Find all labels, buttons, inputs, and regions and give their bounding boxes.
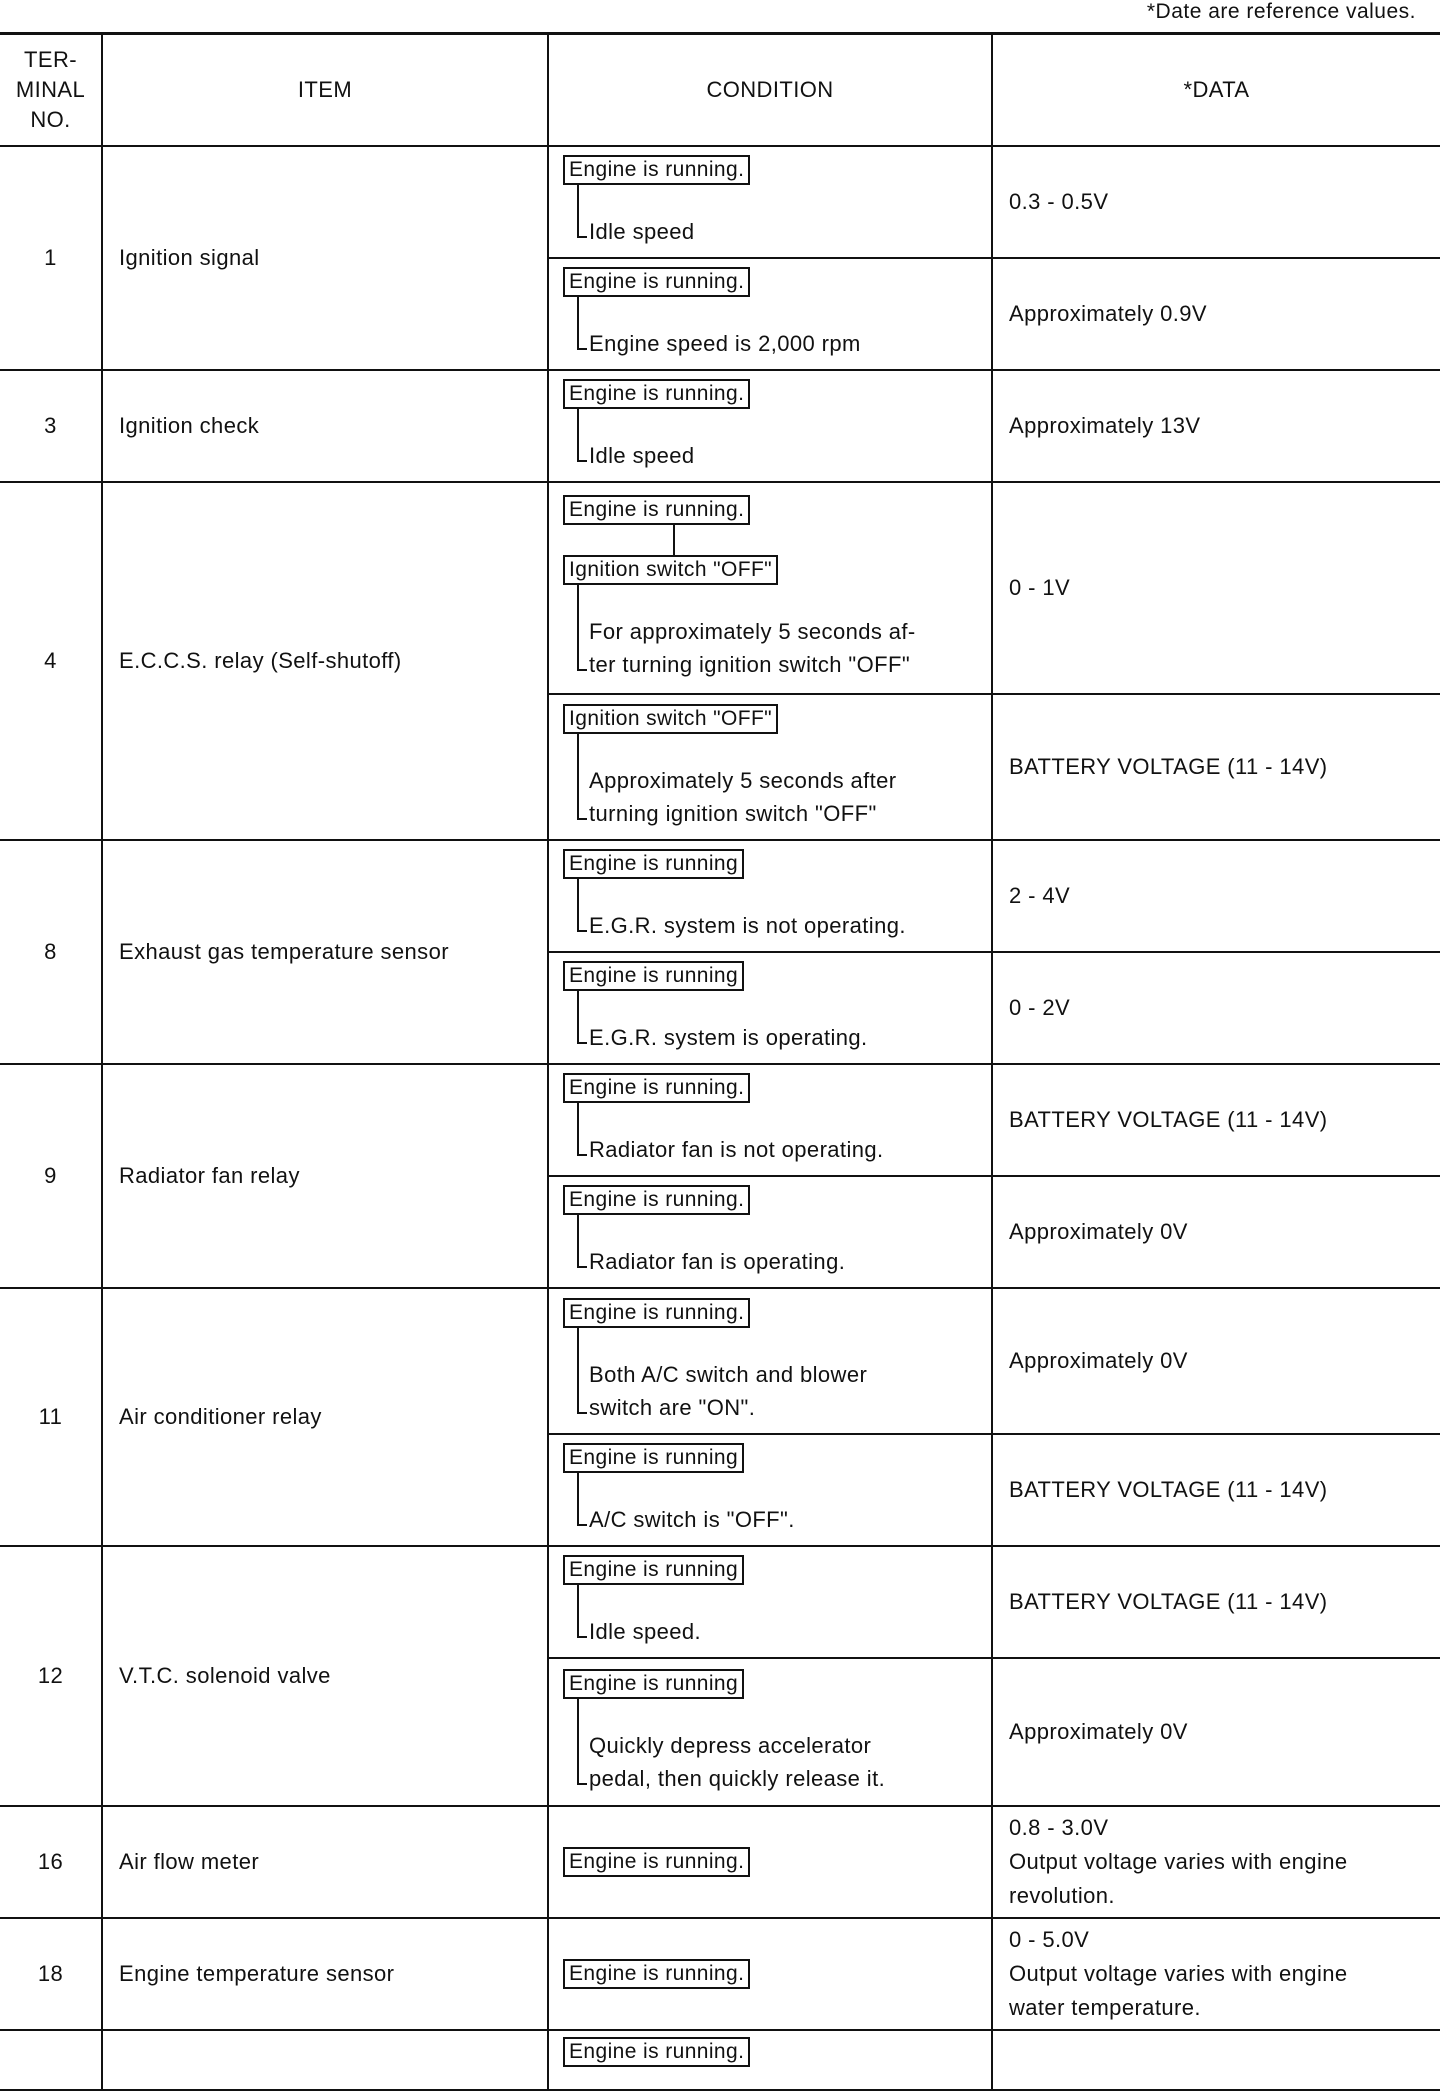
data-value [992,2030,1440,2090]
item-name: Radiator fan relay [102,1064,548,1288]
terminal-no: 8 [0,840,102,1064]
table-row [0,1546,1440,1658]
condition-cell [548,1434,992,1546]
reference-note: *Date are reference values. [1146,0,1416,23]
terminal-no: 3 [0,370,102,482]
item-name: Ignition check [102,370,548,482]
terminal-no: 12 [0,1546,102,1806]
condition-cell [548,694,992,840]
condition-cell [548,146,992,258]
condition-detail: Radiator fan is not operating. [589,1137,884,1162]
condition-cell [548,1658,992,1806]
condition-detail: Quickly depress accelerator pedal, then quickly release it. [589,1732,886,1791]
table-row [0,1064,1440,1176]
condition-box: Engine is running. [563,267,750,297]
item-name: Engine temperature sensor [102,1918,548,2030]
condition-box: Engine is running. [563,1185,750,1215]
header-terminal: TER- MINAL NO. [0,34,102,146]
data-value: 0.3 - 0.5V [992,146,1440,258]
table-row [0,370,1440,482]
header-item: ITEM [102,34,548,146]
condition-detail: Both A/C switch and blower switch are "ON". [589,1361,868,1420]
data-value: Approximately 13V [992,370,1440,482]
data-value: BATTERY VOLTAGE (11 - 14V) [992,1546,1440,1658]
condition-box: Engine is running. [563,1073,750,1103]
condition-detail: Radiator fan is operating. [589,1249,846,1274]
terminal-no: 11 [0,1288,102,1546]
condition-cell [548,2030,992,2090]
condition-cell [548,840,992,952]
data-value: Approximately 0V [992,1176,1440,1288]
condition-box: Engine is running [563,849,744,879]
header-row [0,34,1440,146]
condition-detail: Approximately 5 seconds after turning ignition switch "OFF" [589,767,897,826]
table-row [0,1288,1440,1434]
data-value: 0 - 1V [992,482,1440,694]
condition-box-secondary: Ignition switch "OFF" [563,555,778,585]
condition-box: Ignition switch "OFF" [563,704,778,734]
condition-detail: Idle speed [589,443,695,468]
data-value: 0 - 2V [992,952,1440,1064]
header-data: *DATA [992,34,1440,146]
condition-detail: Idle speed [589,219,695,244]
data-value: Approximately 0.9V [992,258,1440,370]
item-name: Air conditioner relay [102,1288,548,1546]
condition-box: Engine is running. [563,155,750,185]
condition-detail: A/C switch is "OFF". [589,1507,795,1532]
data-value: 0 - 5.0V Output voltage varies with engine water temperature. [992,1918,1440,2030]
condition-cell [548,370,992,482]
table-row [0,146,1440,258]
data-value: 2 - 4V [992,840,1440,952]
data-value: Approximately 0V [992,1658,1440,1806]
data-value: Approximately 0V [992,1288,1440,1434]
terminal-data-table [0,32,1440,2091]
data-value: BATTERY VOLTAGE (11 - 14V) [992,694,1440,840]
condition-detail: Engine speed is 2,000 rpm [589,331,861,356]
condition-box: Engine is running. [563,1959,750,1989]
condition-cell [548,1176,992,1288]
item-name: V.T.C. solenoid valve [102,1546,548,1806]
condition-cell [548,1064,992,1176]
header-condition: CONDITION [548,34,992,146]
condition-detail: E.G.R. system is not operating. [589,913,906,938]
condition-box: Engine is running [563,961,744,991]
data-value: 0.8 - 3.0V Output voltage varies with engine revolution. [992,1806,1440,1918]
condition-box: Engine is running. [563,1847,750,1877]
terminal-no: 9 [0,1064,102,1288]
condition-cell [548,1918,992,2030]
condition-detail: Idle speed. [589,1619,702,1644]
table-row [0,482,1440,694]
terminal-no: 1 [0,146,102,370]
condition-cell [548,482,992,694]
item-name: E.C.C.S. relay (Self-shutoff) [102,482,548,840]
item-name: Air flow meter [102,1806,548,1918]
condition-cell [548,258,992,370]
data-value: BATTERY VOLTAGE (11 - 14V) [992,1434,1440,1546]
condition-box: Engine is running. [563,1298,750,1328]
terminal-no: 16 [0,1806,102,1918]
terminal-no [0,2030,102,2090]
table-row-cutoff [0,2030,1440,2090]
condition-detail: For approximately 5 seconds af- ter turning ignition switch "OFF" [589,618,916,677]
table-row [0,1806,1440,1918]
condition-cell [548,1546,992,1658]
item-name [102,2030,548,2090]
condition-box: Engine is running. [563,495,750,525]
item-name: Ignition signal [102,146,548,370]
item-name: Exhaust gas temperature sensor [102,840,548,1064]
table-row [0,1918,1440,2030]
condition-box: Engine is running [563,1555,744,1585]
condition-cell [548,1806,992,1918]
condition-cell [548,952,992,1064]
terminal-no: 4 [0,482,102,840]
condition-box: Engine is running. [563,2037,750,2067]
terminal-no: 18 [0,1918,102,2030]
data-value: BATTERY VOLTAGE (11 - 14V) [992,1064,1440,1176]
condition-box: Engine is running [563,1669,744,1699]
table-row [0,840,1440,952]
condition-cell [548,1288,992,1434]
condition-detail: E.G.R. system is operating. [589,1025,868,1050]
condition-box: Engine is running. [563,379,750,409]
condition-box: Engine is running [563,1443,744,1473]
